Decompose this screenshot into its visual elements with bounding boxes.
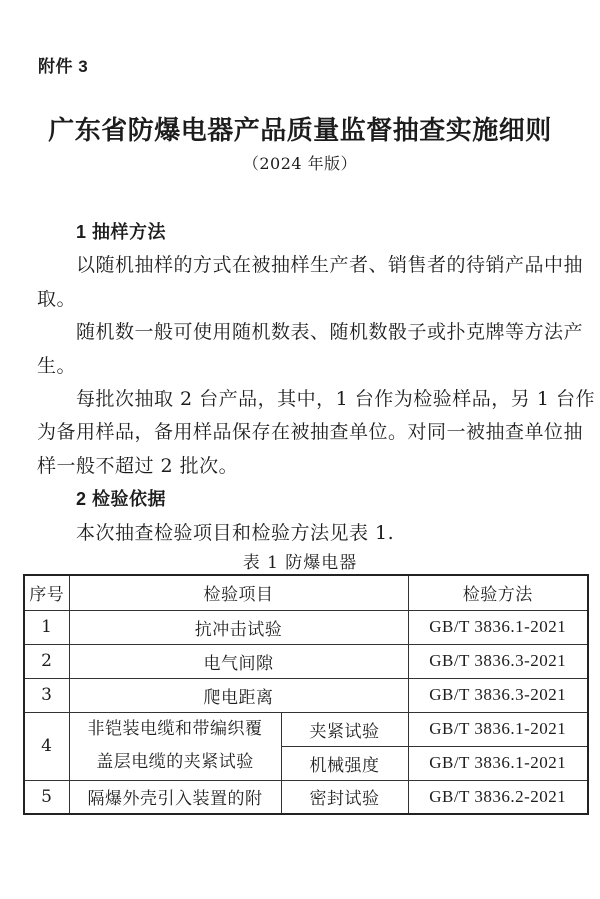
paragraph-line: 生。 xyxy=(37,354,77,377)
cell-item-line: 非铠装电缆和带编织覆 xyxy=(87,719,263,739)
attachment-label: 附件 3 xyxy=(38,57,89,76)
table-header-row xyxy=(24,575,588,610)
cell-item xyxy=(69,712,281,780)
document-body xyxy=(37,216,595,550)
cell-item: 隔爆外壳引入装置的附 xyxy=(69,780,281,814)
cell-item: 爬电距离 xyxy=(69,678,408,712)
document-title: 广东省防爆电器产品质量监督抽查实施细则 xyxy=(48,115,552,145)
cell-row-no: 4 xyxy=(24,712,69,780)
cell-row-no: 2 xyxy=(24,644,69,678)
paragraph-line: 本次抽查检验项目和检验方法见表 1. xyxy=(76,521,395,544)
paragraph-line: 取。 xyxy=(37,287,77,310)
table-row xyxy=(24,780,588,814)
table-caption: 表 1 防爆电器 xyxy=(242,553,358,573)
paragraph-line: 为备用样品，备用样品保存在被抽查单位。对同一被抽查单位抽 xyxy=(37,421,584,444)
cell-method: GB/T 3836.3-2021 xyxy=(408,644,588,678)
cell-method: GB/T 3836.1-2021 xyxy=(408,712,588,746)
cell-subitem: 密封试验 xyxy=(281,780,408,814)
cell-subitem: 夹紧试验 xyxy=(281,712,408,746)
cell-row-no: 1 xyxy=(24,610,69,644)
cell-method: GB/T 3836.1-2021 xyxy=(408,746,588,780)
cell-method: GB/T 3836.3-2021 xyxy=(408,678,588,712)
cell-subitem: 机械强度 xyxy=(281,746,408,780)
cell-row-no: 3 xyxy=(24,678,69,712)
paragraph-line: 以随机抽样的方式在被抽样生产者、销售者的待销产品中抽 xyxy=(76,254,584,277)
header-cell-method: 检验方法 xyxy=(408,575,588,610)
cell-item-line: 盖层电缆的夹紧试验 xyxy=(96,752,254,772)
table-row xyxy=(24,678,588,712)
cell-method: GB/T 3836.1-2021 xyxy=(408,610,588,644)
paragraph-line: 样一般不超过 2 批次。 xyxy=(37,454,239,477)
paragraph-line: 随机数一般可使用随机数表、随机数骰子或扑克牌等方法产 xyxy=(76,321,584,344)
table-row xyxy=(24,712,588,746)
cell-row-no: 5 xyxy=(24,780,69,814)
section-heading-sampling: 1 抽样方法 xyxy=(76,222,167,242)
cell-item: 电气间隙 xyxy=(69,644,408,678)
header-cell-item: 检验项目 xyxy=(69,575,408,610)
table-row xyxy=(24,610,588,644)
inspection-table xyxy=(23,574,589,815)
paragraph-line: 每批次抽取 2 台产品，其中，1 台作为检验样品，另 1 台作 xyxy=(76,387,595,410)
document-edition: （2024 年版） xyxy=(242,154,358,173)
section-heading-basis: 2 检验依据 xyxy=(76,489,167,510)
cell-method: GB/T 3836.2-2021 xyxy=(408,780,588,814)
cell-item: 抗冲击试验 xyxy=(69,610,408,644)
table-row xyxy=(24,644,588,678)
header-cell-no: 序号 xyxy=(24,575,69,610)
